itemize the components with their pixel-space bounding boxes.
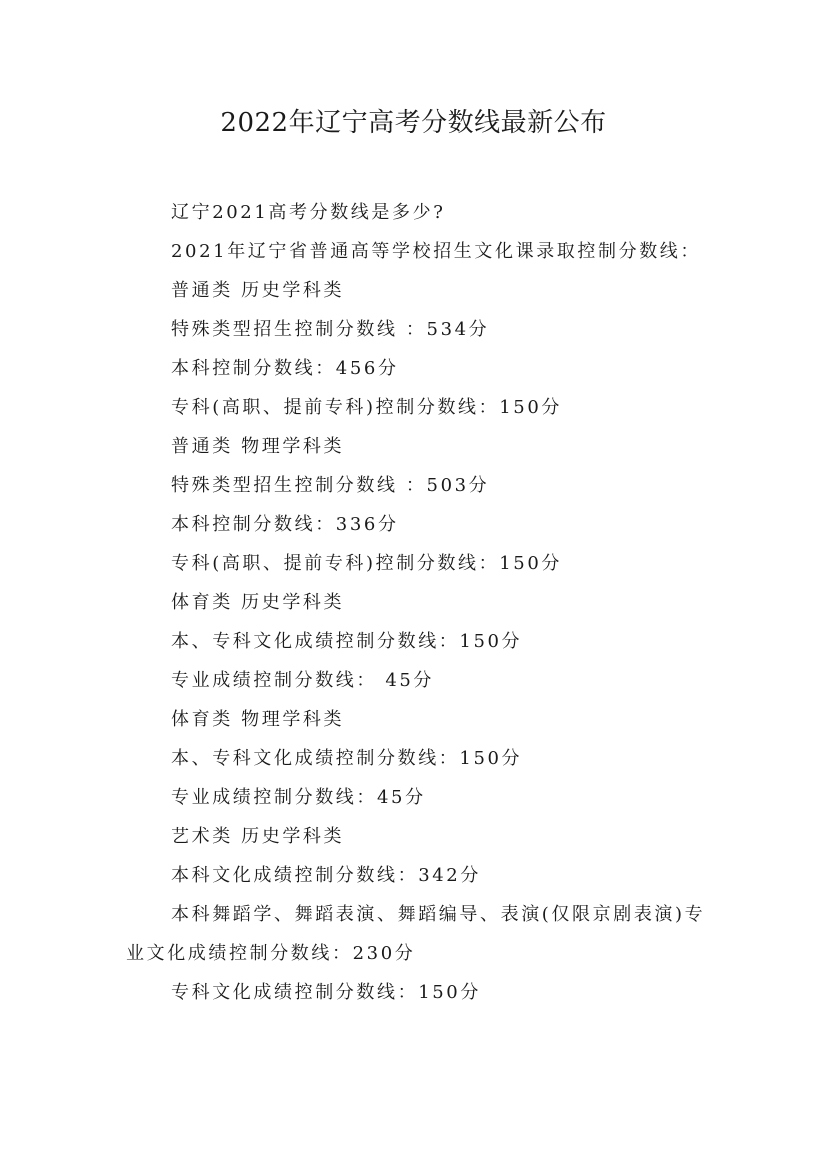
paragraph: 专科(高职、提前专科)控制分数线：150分 [171, 553, 562, 574]
paragraph: 本科控制分数线：336分 [171, 514, 399, 535]
paragraph: 特殊类型招生控制分数线 ：534分 [171, 319, 490, 340]
paragraph: 本、专科文化成绩控制分数线：150分 [171, 631, 523, 652]
paragraph: 特殊类型招生控制分数线 ：503分 [171, 475, 490, 496]
paragraph: 专业成绩控制分数线：45分 [171, 787, 426, 808]
document-body [126, 193, 706, 1012]
paragraph: 专业成绩控制分数线： 45分 [171, 670, 435, 691]
paragraph: 普通类 物理学科类 [171, 436, 345, 457]
paragraph: 辽宁2021高考分数线是多少? [171, 202, 446, 223]
paragraph: 本科舞蹈学、舞蹈表演、舞蹈编导、表演(仅限京剧表演)专业文化成绩控制分数线：230分 [126, 904, 706, 964]
paragraph: 体育类 历史学科类 [171, 592, 345, 613]
paragraph: 本科控制分数线：456分 [171, 358, 399, 379]
paragraph: 本、专科文化成绩控制分数线：150分 [171, 748, 523, 769]
paragraph: 2021年辽宁省普通高等学校招生文化课录取控制分数线： [171, 241, 702, 262]
document-title: 2022年辽宁高考分数线最新公布 [220, 108, 607, 138]
paragraph: 本科文化成绩控制分数线：342分 [171, 865, 481, 886]
paragraph: 普通类 历史学科类 [171, 280, 345, 301]
paragraph: 专科文化成绩控制分数线：150分 [171, 982, 481, 1003]
paragraph: 艺术类 历史学科类 [171, 826, 345, 847]
paragraph: 体育类 物理学科类 [171, 709, 345, 730]
paragraph: 专科(高职、提前专科)控制分数线：150分 [171, 397, 562, 418]
